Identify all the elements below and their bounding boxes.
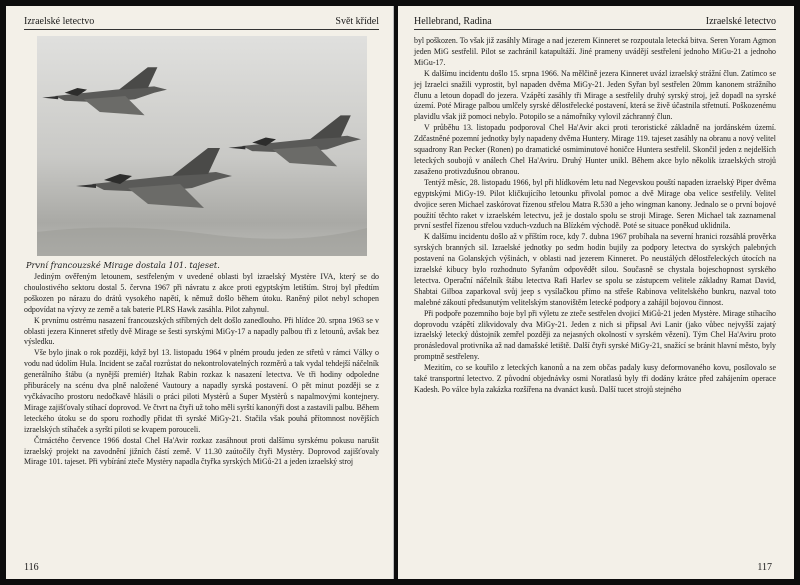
right-page: [398, 6, 794, 579]
header-title: Izraelské letectvo: [24, 16, 95, 27]
paragraph: K dalšímu incidentu došlo až v příštím roce, kdy 7. dubna 1967 probíhala na severní hranici rozsáhlá prověrka syrských branných sil. Izraelské jednotky po sedm hodin bujily za podpory letectva do syrských palebných postavení na Golanských výšinách, v oblasti nad jezerem Kinneret. Po neustálých dělostřeleckých útocích na izraelské kibucy bylo rozhodnuto Syřanům odpovědět silou. Současně se chystala bojeschopnost syrského letectva. Operační náčelník štábu letectva Rafi Harlev se spolu se zástupcem velitele základny Ramat David, Shabtai Gilboa zaparkoval svůj jeep s vysílačkou přímo na střeše Rabinova velitelského bunkru, nazval toto malebné zákoutí předsunutým velitelským stanovištěm letecké podpory a zahájil bojovou činnost.: [414, 232, 776, 307]
paragraph: Mezitím, co se kouřilo z leteckých kanonů a na zem občas padaly kusy deformovaného kovu, posílovalo se také transportní letectvo. Z původní objednávky osmi Noratlasů byly tři dodány krátce před zahájením operace Kadesh. Po válce byla zakázka rozšířena na dvanáct kusů. Další tucet strojů stejného: [414, 363, 776, 394]
header-section: Svět křídel: [335, 16, 379, 27]
paragraph: Jediným ověřeným letounem, sestřeleným v uvedené oblasti byl izraelský Mystère IVA, který se do choulostivého sektoru dostal 5. června 1967 při návratu z akce proti egyptským letištím. Stroj byl předtím poškozen po nárazu do drátů vysokého napětí, k němuž došlo během útoku. Raněný pilot nebyl schopen odpovídat na výzvy ze země a tak baterie PLRS Hawk zasáhla. Pilot zahynul.: [24, 272, 379, 314]
paragraph: K prvnímu ostrému nasazení francouzských stříbrných delt došlo zanedlouho. Při hlídce 20. srpna 1963 se v oblasti jezera Kinneret střetly dvě Mirage se šesti syrskými MiGy-17 a napadly palbou tři z letounů, avšak bez výsledku.: [24, 315, 379, 347]
jet-2: [228, 115, 361, 166]
paragraph: Vše bylo jinak o rok později, když byl 13. listopadu 1964 v plném proudu jeden ze střetů v rámci Války o vodu nad údolím Hula. Incident se začal rozrůstat do nekontrolovatelných rozměrů a tak vydal tehdejší náčelník generálního štábu (a nynější premiér) Itzhak Rabin rozkaz k nasazení letectva. Ve tři hodiny odpoledne přiburácely na scénu dva plně naložené Vautoury a napadly syrská postavení. O pět minut později se z vyčkávacího prostoru nedočkavě hlásili o práci piloti Mystèrů a Super Mystèrů s napalmovými kontejnery. Mirage zajišťovaly stíhací doprovod. Ve čtvrt na čtyři už toho měli syrští kanonýři dost a zastavili palbu. Během leteckého útoku se do sporu rozhodly přidat tři syrské MiGy-21. Stačila však pouhá přítomnost novějších izraelských stíhaček a syrští piloti se kvapem porouceli.: [24, 348, 379, 434]
page-number: 117: [757, 562, 772, 573]
paragraph: byl poškozen. To však již zasáhly Mirage a nad jezerem Kinneret se rozpoutala letecká bitva. Seren Yoram Agmon jeden MiG sestřelil. Pilot se zachránil katapultáží. Jiné prameny uvádějí sestřelení jednoho MiGu-21 a jednoho MiGu-17.: [414, 36, 776, 67]
photo-caption: První francouzské Mirage dostala 101. tajeset.: [26, 260, 220, 270]
paragraph: V průběhu 13. listopadu podporoval Chel Ha'Avir akci proti teroristické základně na jordánském území. Zdčastněné pozemní jednotky byly napadeny dvěma Huntery. Mirage 119. tajeset zasáhly na obranu a nový velitel squadrony Ran Pecker (Ronen) po dramatické osmiminutové honičce Huntera sestřelil. Skončil jeden z nejdelších leteckých soubojů v análech Chel Ha'Aviru. Druhý Hunter unikl. Během akce bylo několik izraelských strojů zasaženo protivzdušnou obranou.: [414, 123, 776, 176]
left-body-text: [24, 272, 379, 468]
right-body-text: [414, 36, 776, 396]
paragraph: K dalšímu incidentu došlo 15. srpna 1966. Na mělčině jezera Kinneret uvázl izraelský strážní člun. Zatímco se jej Izraelci snažili vyprostit, byl napaden dvěma MiGy-21. Jeden Syřan byl sestřelen 20mm kanonem strážního člunu a letoun dopadl do jezera. Vzápětí zasáhly tři Mirage a sestřelily druhý syrský stroj, jež dopadl na syrské území. Poté Mirage palbou umlčely syrské dělostřelecké postavení, která se živě účastnila střetnutí. Poškozenému plavidlu však již pomoci nebylo. Potopilo se a námořníky vylovil záchranný člun.: [414, 68, 776, 122]
jet-3: [76, 148, 232, 208]
paragraph: Tentýž měsíc, 28. listopadu 1966, byl při hlídkovém letu nad Negevskou pouští napaden izraelský Piper dvěma egyptskými MiGy-19. Pilot kličkujícího letounku přivolal pomoc a dvě Mirage oba velice sestřelily. Velitel dvojice seren Michael zaskórovat řízenou střelou Matra R.530 a jeho wingman kanony. Jednalo se o první bojové použití těchto raket v izraelském letectvu, jež je dostalo spolu se stroji Mirage. Seren Michael tak zaznamenal první sestřel řízenou střelou vzduch-vzduch na Blízkém východě. Poté se situace poněkud uklidnila.: [414, 177, 776, 231]
running-header: [24, 16, 379, 30]
paragraph: Při podpoře pozemního boje byl při výletu ze zteče sestřelen dvojicí MiGů-21 jeden Mystère. Mirage stíhacího doprovodu vzápětí zlikvidovaly dva MiGy-21. Jeden z nich si připsal Avi Lanir (jako vůbec nejvyšší zajatý izraelský letecký důstojník zemřel později za nejasných okolností v syrském vězení). Tým Chel Ha'Aviru proto pronásledoval protivníka až nad damašské letiště. Další čtyři syrské MiGy-21, snažící se bránit hlavní město, byly promptně sestřeleny.: [414, 308, 776, 362]
jets-illustration: [37, 36, 367, 256]
page-number: 116: [24, 562, 39, 573]
mirage-photo: [37, 36, 367, 256]
paragraph: Čtrnáctého července 1966 dostal Chel Ha'Avir rozkaz zasáhnout proti dalšímu syrskému pokusu narušit izraelský projekt na zavodnění jižních částí země. V 11.30 zaútočily čtyři Mystèry. Doprovod zajišťovaly Mirage 101. tajeset. Při vybírání zteče Mystèry napadla čtyřka syrských MiGů-21 a jeden izraelský stroj: [24, 435, 379, 467]
running-header: [414, 16, 776, 30]
left-page: [6, 6, 394, 579]
header-authors: Hellebrand, Radina: [414, 16, 492, 27]
jet-1: [42, 67, 167, 115]
header-title: Izraelské letectvo: [705, 16, 776, 27]
